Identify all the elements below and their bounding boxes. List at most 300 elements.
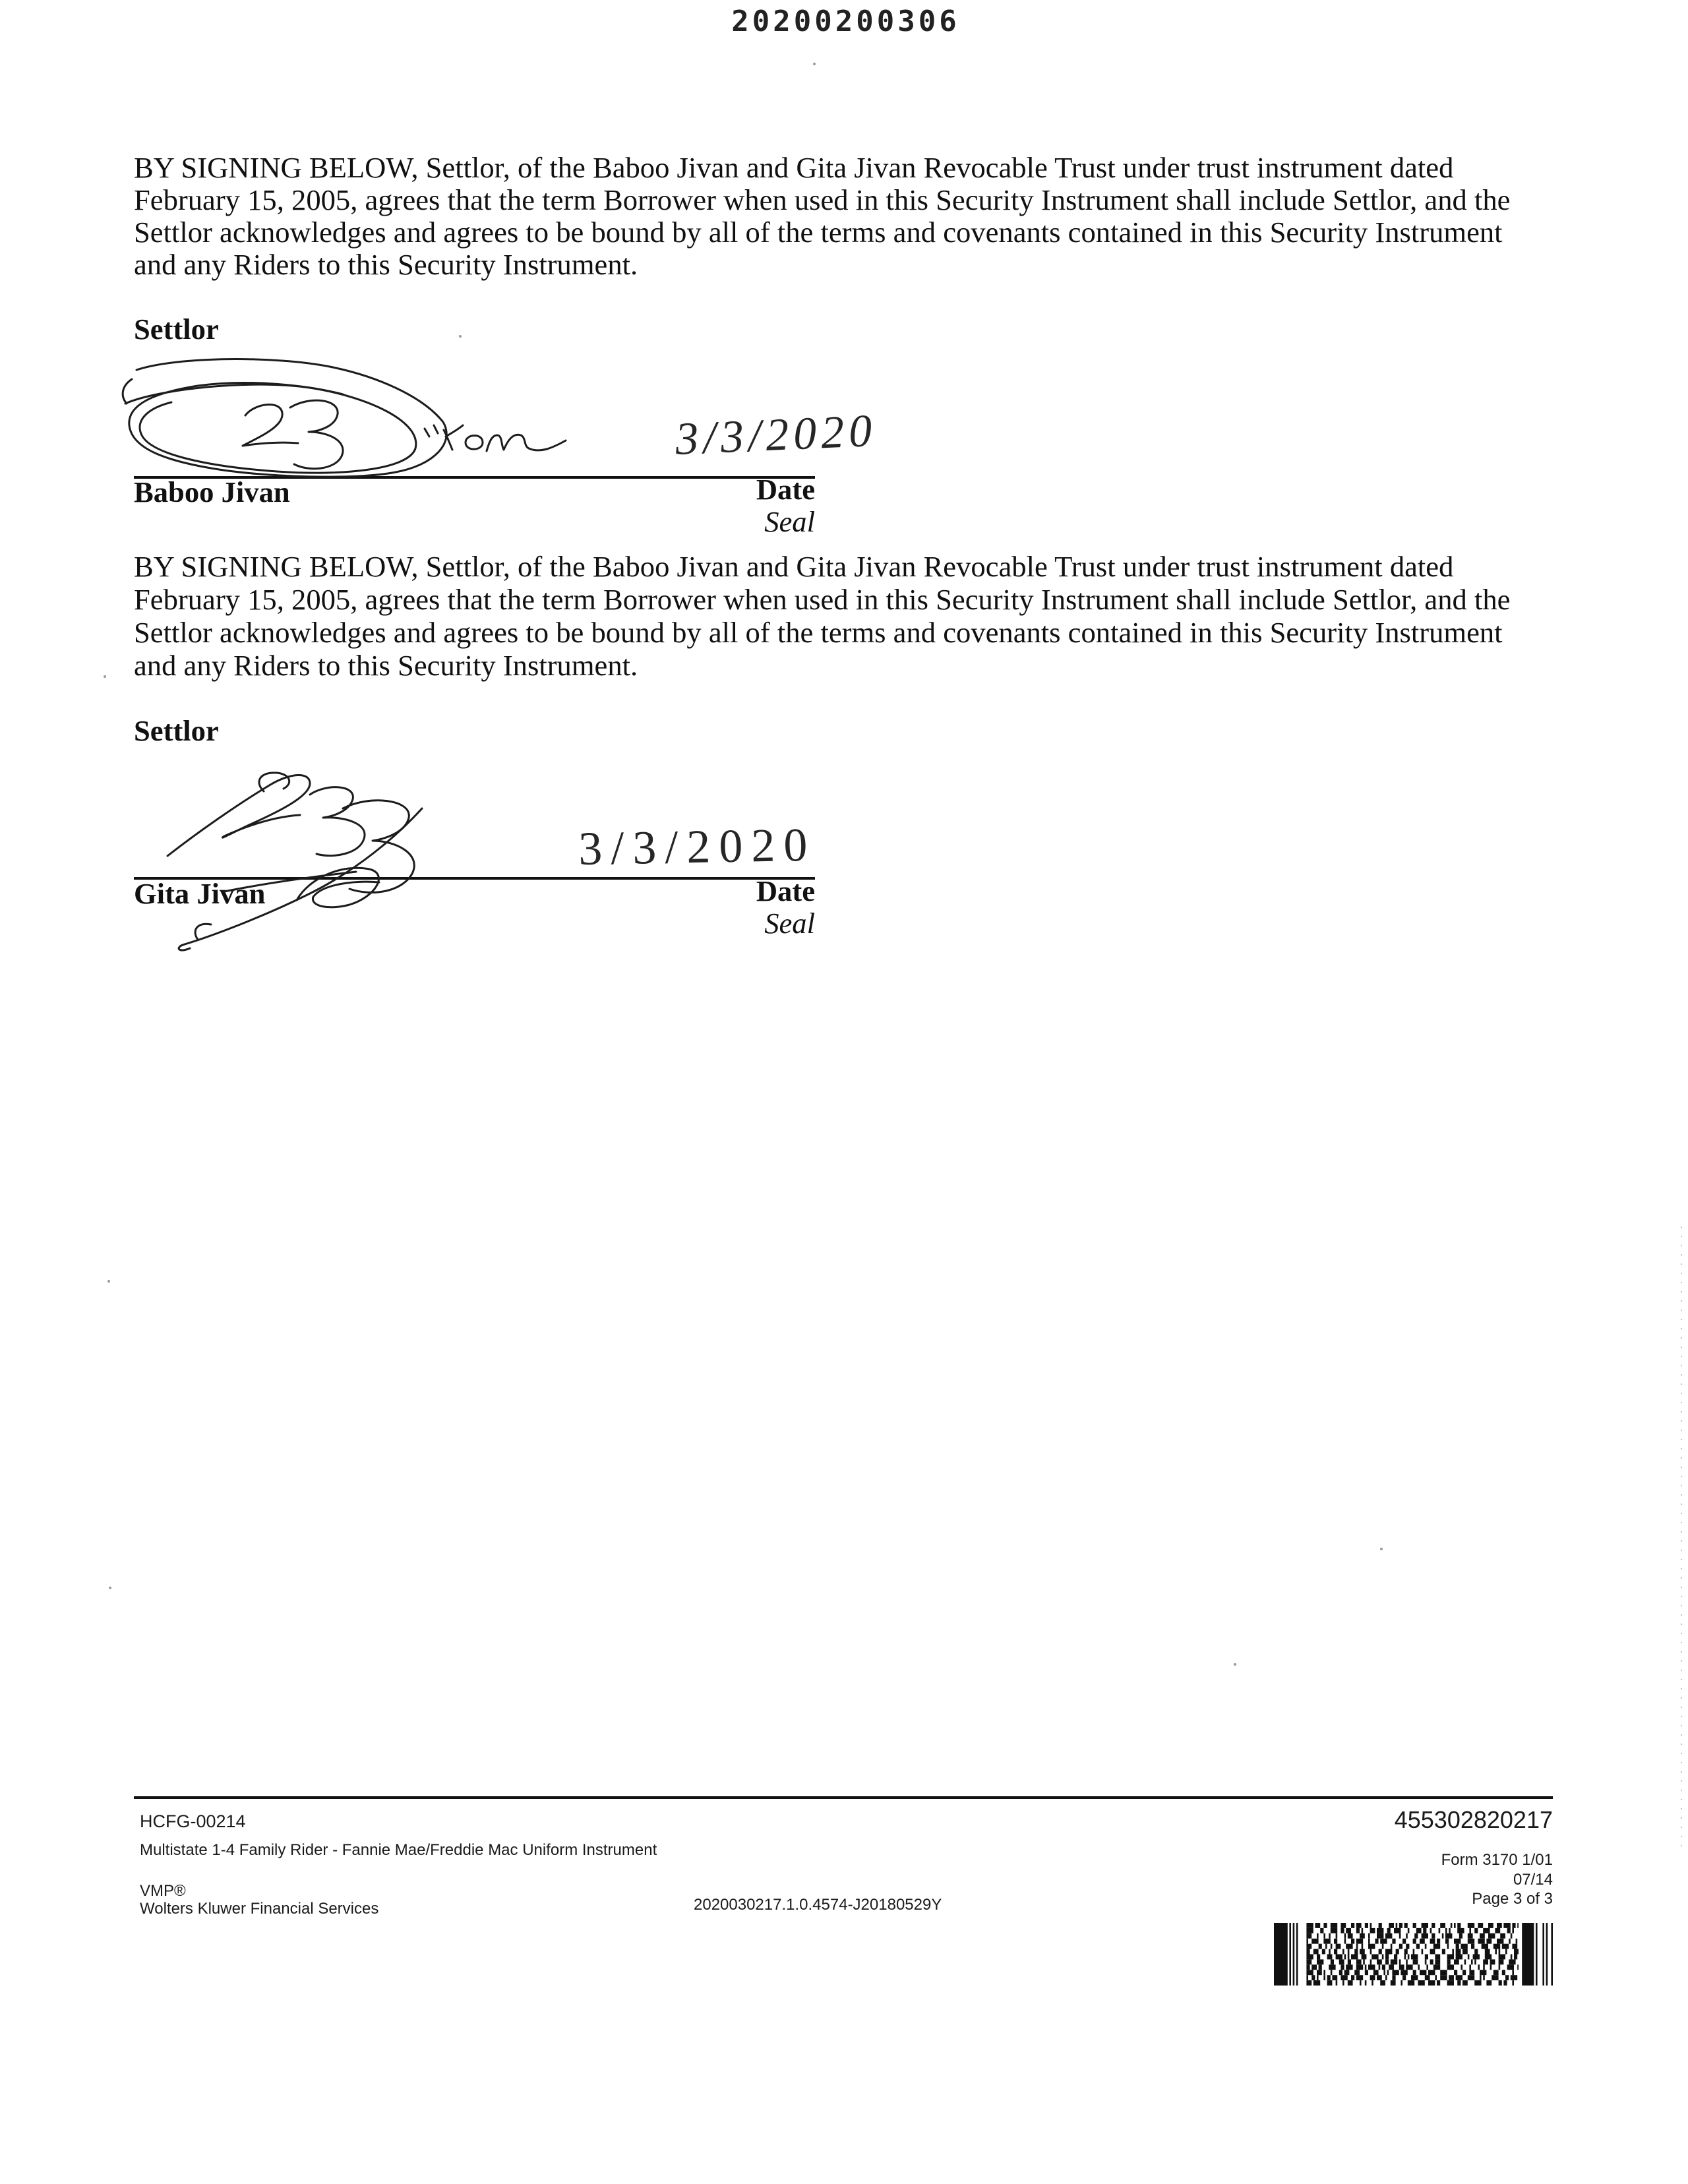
barcode-bar bbox=[1416, 1944, 1420, 1949]
barcode-bar bbox=[1430, 1959, 1433, 1964]
barcode-bar bbox=[1536, 1923, 1538, 1986]
loan-number: 455302820217 bbox=[1394, 1806, 1553, 1833]
barcode-bar bbox=[1433, 1964, 1440, 1970]
barcode-bar bbox=[1509, 1959, 1515, 1964]
barcode-bar bbox=[1382, 1964, 1385, 1970]
barcode-bar bbox=[1433, 1944, 1440, 1949]
barcode-bar bbox=[1452, 1949, 1454, 1955]
scan-speck bbox=[1234, 1663, 1236, 1666]
barcode-bar bbox=[1413, 1949, 1415, 1955]
barcode-bar bbox=[1511, 1975, 1517, 1980]
barcode-bar bbox=[1497, 1939, 1503, 1944]
barcode-bar bbox=[1468, 1939, 1474, 1944]
barcode-bar bbox=[1413, 1959, 1418, 1964]
barcode-bar bbox=[1483, 1959, 1488, 1964]
barcode-bar bbox=[1351, 1923, 1354, 1928]
barcode-bar bbox=[1517, 1964, 1519, 1970]
scan-speck bbox=[1380, 1548, 1383, 1550]
barcode-bar bbox=[1370, 1975, 1375, 1980]
date-label: Date bbox=[756, 874, 815, 907]
barcode-bar bbox=[1551, 1923, 1553, 1986]
document-id: 2020030217.1.0.4574-J20180529Y bbox=[694, 1896, 942, 1914]
barcode-bar bbox=[1454, 1939, 1461, 1944]
barcode-bar bbox=[1454, 1970, 1457, 1975]
barcode-bar bbox=[1372, 1955, 1378, 1960]
barcode-bar bbox=[1382, 1955, 1384, 1960]
barcode-bar bbox=[1348, 1949, 1350, 1955]
barcode-bar bbox=[1493, 1944, 1500, 1949]
barcode-bar bbox=[1408, 1980, 1414, 1986]
barcode-bar bbox=[1512, 1944, 1517, 1949]
barcode-bar bbox=[1336, 1933, 1338, 1939]
barcode-bar bbox=[1454, 1923, 1456, 1928]
barcode-bar bbox=[1399, 1944, 1402, 1949]
barcode-bar bbox=[1414, 1933, 1418, 1939]
barcode-bar bbox=[1341, 1964, 1344, 1970]
barcode-bar bbox=[1346, 1928, 1351, 1933]
barcode-bar bbox=[1456, 1949, 1461, 1955]
barcode-bar bbox=[1449, 1975, 1454, 1980]
barcode-bar bbox=[1512, 1923, 1515, 1928]
barcode-bar bbox=[1385, 1949, 1392, 1955]
barcode-bar bbox=[1389, 1964, 1394, 1970]
handwritten-date: 3/3/2020 bbox=[578, 818, 817, 875]
barcode-bar bbox=[1401, 1980, 1402, 1986]
barcode-bar bbox=[1483, 1964, 1485, 1970]
barcode-bar bbox=[1387, 1970, 1389, 1975]
barcode-bar bbox=[1522, 1923, 1534, 1986]
barcode-bar bbox=[1379, 1964, 1381, 1970]
barcode-bar bbox=[1486, 1980, 1492, 1986]
barcode-bar bbox=[1440, 1923, 1445, 1928]
barcode-bar bbox=[1306, 1933, 1311, 1939]
barcode-bar bbox=[1346, 1944, 1352, 1949]
barcode-bar bbox=[1511, 1955, 1513, 1960]
barcode-bar bbox=[1365, 1980, 1367, 1986]
barcode-bar bbox=[1402, 1939, 1406, 1944]
barcode-bar bbox=[1351, 1939, 1354, 1944]
barcode-bar bbox=[1402, 1975, 1406, 1980]
brand-mark: VMP® bbox=[140, 1882, 186, 1900]
barcode-bar bbox=[1546, 1923, 1548, 1986]
barcode-bar bbox=[1385, 1959, 1389, 1964]
barcode-bar bbox=[1373, 1970, 1379, 1975]
barcode-bar bbox=[1430, 1928, 1432, 1933]
barcode-bar bbox=[1306, 1944, 1311, 1949]
barcode-bar bbox=[1351, 1955, 1358, 1960]
barcode-bar bbox=[1323, 1939, 1330, 1944]
form-code: HCFG-00214 bbox=[140, 1811, 246, 1831]
barcode-bar bbox=[1362, 1928, 1364, 1933]
barcode-bar bbox=[1399, 1959, 1401, 1964]
barcode-bar bbox=[1404, 1949, 1408, 1955]
barcode-bar bbox=[1306, 1923, 1313, 1928]
signature-stroke bbox=[290, 400, 343, 469]
barcode-bar bbox=[1420, 1970, 1426, 1975]
barcode-bar bbox=[1442, 1933, 1444, 1939]
barcode-bar bbox=[1336, 1955, 1342, 1960]
recording-number: 20200200306 bbox=[731, 5, 960, 38]
barcode-bar bbox=[1315, 1923, 1320, 1928]
barcode-bar bbox=[1493, 1970, 1499, 1975]
barcode-bar bbox=[1516, 1939, 1518, 1944]
barcode-bar bbox=[1325, 1944, 1327, 1949]
barcode-bar bbox=[1461, 1944, 1467, 1949]
barcode-bar bbox=[1542, 1923, 1544, 1986]
barcode-bar bbox=[1392, 1975, 1395, 1980]
scan-speck bbox=[104, 675, 106, 678]
barcode-bar bbox=[1356, 1964, 1363, 1970]
barcode-bar bbox=[1311, 1975, 1315, 1980]
barcode-bar bbox=[1490, 1959, 1495, 1964]
barcode-bar bbox=[1320, 1928, 1323, 1933]
clause-line: BY SIGNING BELOW, Settlor, of the Baboo Jivan and Gita Jivan Revocable Trust under trust instrument dated bbox=[134, 151, 1454, 184]
barcode-bar bbox=[1391, 1944, 1393, 1949]
barcode-bar bbox=[1306, 1975, 1308, 1980]
scan-speck bbox=[107, 1280, 110, 1283]
barcode-bar bbox=[1509, 1939, 1511, 1944]
barcode-bar bbox=[1411, 1975, 1418, 1980]
barcode-bar bbox=[1485, 1955, 1492, 1960]
barcode-bar bbox=[1317, 1955, 1320, 1960]
barcode-bar bbox=[1362, 1955, 1367, 1960]
barcode-bar bbox=[1289, 1923, 1291, 1986]
barcode-bar bbox=[1377, 1928, 1383, 1933]
barcode-bar bbox=[1356, 1939, 1363, 1944]
barcode-bar bbox=[1348, 1933, 1353, 1939]
barcode-bar bbox=[1445, 1939, 1449, 1944]
barcode-bar bbox=[1435, 1959, 1440, 1964]
barcode-bar bbox=[1447, 1944, 1449, 1949]
barcode-bar bbox=[1425, 1944, 1427, 1949]
signature-stroke bbox=[425, 425, 438, 437]
barcode-bar bbox=[1317, 1975, 1319, 1980]
scan-speck bbox=[459, 335, 462, 338]
barcode-bar bbox=[1517, 1923, 1519, 1928]
barcode-bar bbox=[1474, 1928, 1478, 1933]
signature-stroke bbox=[123, 379, 132, 404]
barcode-bar bbox=[1323, 1970, 1325, 1975]
form-revision: 07/14 bbox=[1513, 1871, 1553, 1889]
barcode-bar bbox=[1428, 1970, 1435, 1975]
barcode-bar bbox=[1334, 1939, 1337, 1944]
barcode-bar bbox=[1332, 1975, 1337, 1980]
barcode-bar bbox=[1469, 1964, 1471, 1970]
barcode-bar bbox=[1468, 1975, 1474, 1980]
barcode-bar bbox=[1356, 1944, 1358, 1949]
barcode-bar bbox=[1445, 1928, 1447, 1933]
barcode-bar bbox=[1457, 1928, 1464, 1933]
barcode-bar bbox=[1319, 1964, 1322, 1970]
barcode-bar bbox=[1514, 1955, 1517, 1960]
signature-stroke bbox=[259, 773, 289, 791]
barcode-bar bbox=[1342, 1949, 1344, 1955]
barcode-bar bbox=[1425, 1975, 1430, 1980]
barcode-bar bbox=[1385, 1975, 1387, 1980]
barcode-bar bbox=[1483, 1928, 1490, 1933]
barcode-bar bbox=[1317, 1970, 1322, 1975]
barcode-bar bbox=[1344, 1939, 1346, 1944]
barcode-bar bbox=[1394, 1955, 1397, 1960]
barcode-bar bbox=[1488, 1933, 1495, 1939]
barcode-bar bbox=[1512, 1980, 1514, 1986]
signature-stroke bbox=[243, 405, 298, 446]
barcode-bar bbox=[1383, 1970, 1385, 1975]
barcode-bar bbox=[1500, 1933, 1505, 1939]
barcode-bar bbox=[1428, 1980, 1435, 1986]
barcode-bar bbox=[1445, 1933, 1452, 1939]
signature-stroke bbox=[487, 435, 566, 451]
publisher-name: Wolters Kluwer Financial Services bbox=[140, 1900, 379, 1918]
barcode-bar bbox=[1404, 1955, 1406, 1960]
barcode-bar bbox=[1408, 1928, 1410, 1933]
barcode-bar bbox=[1391, 1959, 1397, 1964]
barcode-bar bbox=[1360, 1949, 1365, 1955]
barcode-bar bbox=[1306, 1939, 1308, 1944]
barcode-bar bbox=[1413, 1939, 1416, 1944]
barcode-bar bbox=[1296, 1923, 1298, 1986]
barcode-bar bbox=[1499, 1955, 1505, 1960]
barcode-bar bbox=[1365, 1970, 1368, 1975]
barcode-bar bbox=[1474, 1949, 1478, 1955]
barcode-bar bbox=[1490, 1964, 1492, 1970]
barcode-bar bbox=[1473, 1955, 1480, 1960]
barcode-bar bbox=[1464, 1959, 1466, 1964]
barcode-bar bbox=[1408, 1955, 1410, 1960]
barcode-bar bbox=[1502, 1944, 1509, 1949]
signature-stroke bbox=[297, 868, 379, 907]
barcode-bar bbox=[1499, 1959, 1504, 1964]
barcode-bar bbox=[1447, 1964, 1454, 1970]
barcode-bar bbox=[1406, 1959, 1408, 1964]
barcode-bar bbox=[1461, 1964, 1462, 1970]
signature-gita-jivan bbox=[167, 773, 422, 950]
barcode-bar bbox=[1360, 1980, 1362, 1986]
barcode-bar bbox=[1468, 1955, 1470, 1960]
barcode-bar bbox=[1322, 1949, 1325, 1955]
barcode-bar bbox=[1334, 1949, 1337, 1955]
barcode-bar bbox=[1396, 1949, 1399, 1955]
barcode-bar bbox=[1319, 1944, 1322, 1949]
barcode-bar bbox=[1422, 1923, 1428, 1928]
barcode-bar bbox=[1440, 1970, 1447, 1975]
barcode-bar bbox=[1365, 1964, 1367, 1970]
barcode-bar bbox=[1430, 1949, 1435, 1955]
barcode-bar bbox=[1331, 1944, 1333, 1949]
barcode-bar bbox=[1317, 1959, 1323, 1964]
barcode-bar bbox=[1432, 1933, 1435, 1939]
barcode-bar bbox=[1344, 1933, 1346, 1939]
barcode-bar bbox=[1306, 1959, 1311, 1964]
barcode-bar bbox=[1306, 1970, 1313, 1975]
barcode-bar bbox=[1505, 1949, 1507, 1955]
barcode-bar bbox=[1462, 1980, 1468, 1986]
barcode-bar bbox=[1392, 1970, 1399, 1975]
barcode-bar bbox=[1456, 1975, 1462, 1980]
scan-speck bbox=[109, 1587, 111, 1589]
barcode-bar bbox=[1306, 1955, 1313, 1960]
clause-line: February 15, 2005, agrees that the term Borrower when used in this Security Instrument shall include Settlor, and the bbox=[134, 583, 1511, 616]
barcode-bar bbox=[1512, 1970, 1514, 1975]
barcode-bar bbox=[1480, 1970, 1486, 1975]
handwritten-date: 3/3/2020 bbox=[674, 405, 878, 465]
barcode-bar bbox=[1485, 1949, 1490, 1955]
barcode-bar bbox=[1462, 1949, 1468, 1955]
barcode-bar bbox=[1311, 1939, 1318, 1944]
barcode-bar bbox=[1336, 1944, 1341, 1949]
barcode bbox=[1274, 1923, 1553, 1986]
barcode-bar bbox=[1327, 1955, 1333, 1960]
barcode-bar bbox=[1406, 1964, 1412, 1970]
barcode-bar bbox=[1495, 1928, 1500, 1933]
barcode-bar bbox=[1331, 1970, 1333, 1975]
barcode-bar bbox=[1469, 1928, 1471, 1933]
barcode-bar bbox=[1385, 1933, 1392, 1939]
barcode-bar bbox=[1430, 1939, 1435, 1944]
barcode-bar bbox=[1370, 1949, 1372, 1955]
barcode-bar bbox=[1372, 1980, 1373, 1986]
barcode-bar bbox=[1306, 1928, 1313, 1933]
barcode-bar bbox=[1451, 1923, 1453, 1928]
barcode-bar bbox=[1459, 1933, 1462, 1939]
barcode-bar bbox=[1471, 1959, 1473, 1964]
barcode-bar bbox=[1356, 1975, 1363, 1980]
barcode-bar bbox=[1406, 1944, 1409, 1949]
barcode-bar bbox=[1339, 1959, 1344, 1964]
barcode-bar bbox=[1327, 1975, 1331, 1980]
date-label: Date bbox=[756, 473, 815, 506]
barcode-bar bbox=[1440, 1975, 1447, 1980]
signature-stroke bbox=[195, 924, 211, 940]
clause-line: Settlor acknowledges and agrees to be bound by all of the terms and covenants contained in this Security Instrument bbox=[134, 216, 1503, 249]
barcode-bar bbox=[1511, 1933, 1513, 1939]
barcode-bar bbox=[1471, 1944, 1474, 1949]
barcode-bar bbox=[1422, 1933, 1428, 1939]
barcode-bar bbox=[1502, 1970, 1505, 1975]
barcode-bar bbox=[1404, 1923, 1408, 1928]
barcode-bar bbox=[1480, 1975, 1482, 1980]
barcode-bar bbox=[1413, 1970, 1416, 1975]
barcode-bar bbox=[1426, 1964, 1428, 1970]
settlor-heading: Settlor bbox=[134, 714, 219, 747]
barcode-bar bbox=[1503, 1980, 1507, 1986]
barcode-bar bbox=[1505, 1975, 1509, 1980]
form-title: Multistate 1-4 Family Rider - Fannie Mae/Freddie Mac Uniform Instrument bbox=[140, 1841, 657, 1859]
barcode-bar bbox=[1344, 1970, 1350, 1975]
clause-line: BY SIGNING BELOW, Settlor, of the Baboo Jivan and Gita Jivan Revocable Trust under trust instrument dated bbox=[134, 550, 1454, 583]
barcode-bar bbox=[1456, 1955, 1462, 1960]
barcode-bar bbox=[1392, 1939, 1395, 1944]
barcode-bar bbox=[1499, 1980, 1502, 1986]
barcode-bar bbox=[1354, 1970, 1360, 1975]
barcode-bar bbox=[1478, 1964, 1480, 1970]
signer-name: Baboo Jivan bbox=[134, 475, 290, 508]
barcode-bar bbox=[1499, 1964, 1501, 1970]
barcode-bar bbox=[1342, 1980, 1344, 1986]
barcode-bar bbox=[1399, 1923, 1402, 1928]
barcode-bar bbox=[1497, 1923, 1502, 1928]
barcode-bar bbox=[1370, 1959, 1372, 1964]
barcode-bar bbox=[1351, 1975, 1354, 1980]
barcode-bar bbox=[1457, 1980, 1461, 1986]
clause-line: and any Riders to this Security Instrument. bbox=[134, 248, 638, 281]
barcode-bar bbox=[1341, 1928, 1344, 1933]
barcode-bar bbox=[1401, 1970, 1407, 1975]
barcode-bar bbox=[1396, 1923, 1398, 1928]
barcode-bar bbox=[1339, 1970, 1342, 1975]
barcode-bar bbox=[1478, 1923, 1483, 1928]
barcode-bar bbox=[1437, 1980, 1440, 1986]
barcode-bar bbox=[1311, 1964, 1317, 1970]
barcode-bar bbox=[1293, 1923, 1295, 1986]
barcode-bar bbox=[1492, 1975, 1498, 1980]
barcode-bar bbox=[1413, 1923, 1416, 1928]
barcode-bar bbox=[1331, 1923, 1337, 1928]
signature-stroke bbox=[466, 435, 483, 449]
settlor-clause bbox=[134, 152, 1510, 281]
barcode-bar bbox=[1382, 1944, 1384, 1949]
barcode-bar bbox=[1377, 1975, 1382, 1980]
barcode-bar bbox=[1313, 1980, 1320, 1986]
barcode-bar bbox=[1457, 1923, 1461, 1928]
barcode-bar bbox=[1329, 1964, 1335, 1970]
barcode-bar bbox=[1375, 1939, 1378, 1944]
barcode-bar bbox=[1418, 1980, 1424, 1986]
barcode-bar bbox=[1370, 1923, 1372, 1928]
barcode-bar bbox=[1317, 1933, 1319, 1939]
barcode-bar bbox=[1435, 1955, 1440, 1960]
signature-stroke bbox=[167, 775, 310, 856]
barcode-bar bbox=[1447, 1959, 1451, 1964]
barcode-bar bbox=[1327, 1980, 1333, 1986]
barcode-bar bbox=[1385, 1955, 1389, 1960]
barcode-bar bbox=[1442, 1949, 1445, 1955]
barcode-bar bbox=[1377, 1959, 1382, 1964]
barcode-bar bbox=[1329, 1949, 1331, 1955]
settlor-clause bbox=[134, 550, 1510, 682]
barcode-bar bbox=[1480, 1933, 1485, 1939]
barcode-bar bbox=[1380, 1939, 1387, 1944]
barcode-bar bbox=[1420, 1939, 1425, 1944]
barcode-bar bbox=[1462, 1970, 1466, 1975]
barcode-bar bbox=[1499, 1949, 1501, 1955]
barcode-bar bbox=[1356, 1923, 1362, 1928]
barcode-bar bbox=[1365, 1923, 1368, 1928]
barcode-bar bbox=[1507, 1928, 1511, 1933]
signature-stroke bbox=[125, 384, 416, 473]
barcode-bar bbox=[1360, 1933, 1365, 1939]
signature-baboo-jivan bbox=[123, 359, 566, 477]
barcode-bar bbox=[1306, 1964, 1310, 1970]
barcode-bar bbox=[1323, 1975, 1325, 1980]
barcode-bar bbox=[1474, 1980, 1481, 1986]
barcode-bar bbox=[1331, 1959, 1334, 1964]
barcode-bar bbox=[1454, 1959, 1459, 1964]
barcode-bar bbox=[1425, 1955, 1428, 1960]
barcode-bar bbox=[1368, 1964, 1375, 1970]
barcode-bar bbox=[1389, 1923, 1394, 1928]
seal-label: Seal bbox=[764, 505, 815, 538]
page-indicator: Page 3 of 3 bbox=[1472, 1890, 1553, 1908]
barcode-bar bbox=[1482, 1944, 1488, 1949]
barcode-bar bbox=[1362, 1944, 1364, 1949]
barcode-bar bbox=[1468, 1923, 1474, 1928]
barcode-bar bbox=[1394, 1928, 1401, 1933]
barcode-bar bbox=[1437, 1939, 1440, 1944]
barcode-bar bbox=[1469, 1970, 1474, 1975]
barcode-bar bbox=[1356, 1959, 1362, 1964]
barcode-bar bbox=[1468, 1933, 1473, 1939]
